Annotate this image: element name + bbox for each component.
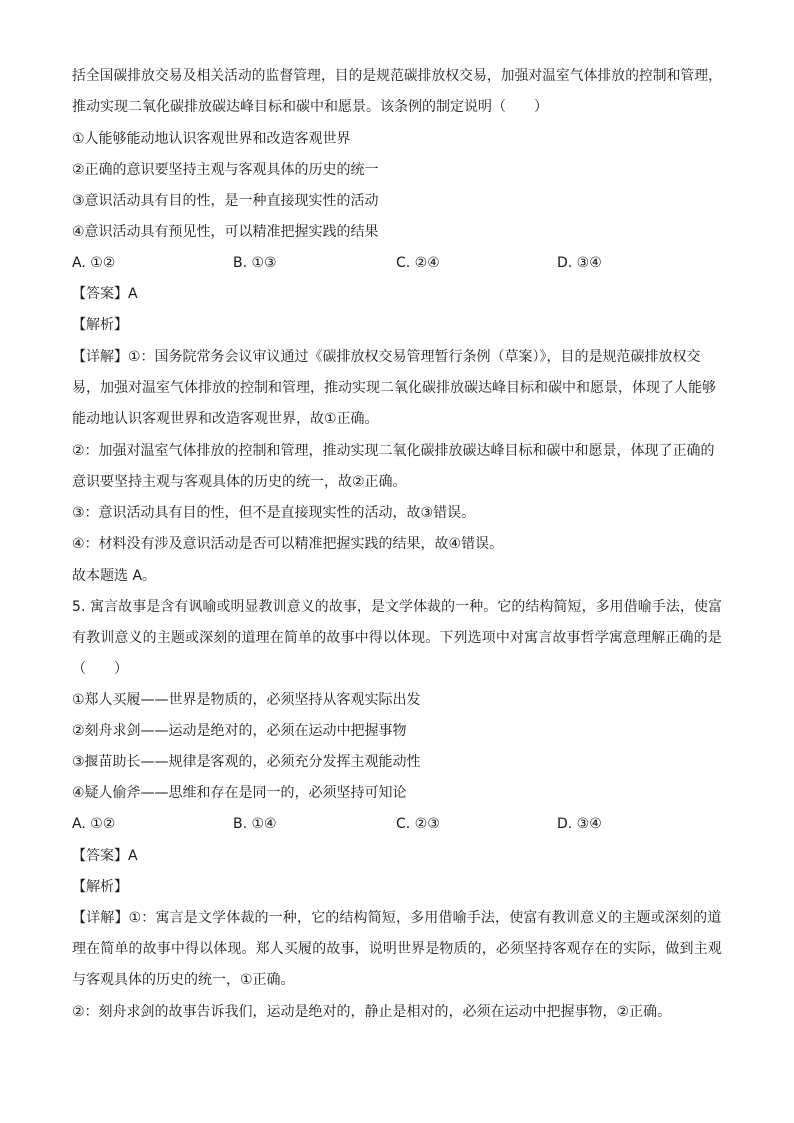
q5-option-d: D. ③④ xyxy=(557,816,602,832)
q5-item-2: ②刻舟求剑——运动是绝对的，必须在运动中把握事物 xyxy=(72,723,407,739)
q4-analysis-line-3: 能动地认识客观世界和改造客观世界，故①正确。 xyxy=(72,411,379,427)
q5-analysis-line-4: ②：刻舟求剑的故事告诉我们，运动是绝对的，静止是相对的，必须在运动中把握事物，②正确。 xyxy=(72,1004,672,1020)
q4-answer: 【答案】A xyxy=(72,286,138,302)
q5-analysis-line-1: 【详解】①：寓言是文学体裁的一种，它的结构简短，多用借喻手法，使富有教训意义的主题或深刻的道 xyxy=(72,910,722,926)
q4-analysis-line-8: 故本题选 A。 xyxy=(72,568,157,584)
q4-analysis-line-2: 易，加强对温室气体排放的控制和管理，推动实现二氧化碳排放碳达峰目标和碳中和愿景，体现了人能够 xyxy=(72,380,716,396)
q5-option-c: C. ②③ xyxy=(396,816,440,832)
q5-analysis-line-3: 与客观具体的历史的统一，①正确。 xyxy=(72,972,295,988)
q5-analysis-line-2: 理在简单的故事中得以体现。郑人买履的故事，说明世界是物质的，必须坚持客观存在的实际，做到主观 xyxy=(72,941,722,957)
q5-option-a: A. ①② xyxy=(72,816,116,832)
q4-analysis-line-5: 意识要坚持主观与客观具体的历史的统一，故②正确。 xyxy=(72,474,407,490)
q4-item-1: ①人能够能动地认识客观世界和改造客观世界 xyxy=(72,131,351,147)
q4-analysis-line-1: 【详解】①：国务院常务会议审议通过《碳排放权交易管理暂行条例（草案）》，目的是规范碳排放权交 xyxy=(72,349,701,365)
q5-item-3: ③揠苗助长——规律是客观的，必须充分发挥主观能动性 xyxy=(72,754,421,770)
q5-option-b: B. ①④ xyxy=(233,816,277,832)
q4-stem-line-1: 括全国碳排放交易及相关活动的监督管理，目的是规范碳排放权交易，加强对温室气体排放的控制和管理， xyxy=(72,68,723,84)
q5-answer: 【答案】A xyxy=(72,848,138,864)
q4-item-4: ④意识活动具有预见性，可以精准把握实践的结果 xyxy=(72,224,379,240)
q5-analysis-label: 【解析】 xyxy=(72,879,128,895)
q4-stem-line-2: 推动实现二氧化碳排放碳达峰目标和碳中和愿景。该条例的制定说明（ ） xyxy=(72,99,548,115)
q4-analysis-label: 【解析】 xyxy=(72,317,128,333)
q4-analysis-line-6: ③：意识活动具有目的性，但不是直接现实性的活动，故③错误。 xyxy=(72,505,476,521)
q5-stem-line-2: 有教训意义的主题或深刻的道理在简单的故事中得以体现。下列选项中对寓言故事哲学寓意理解正确的是 xyxy=(72,630,722,646)
q5-stem-line-3: （ ） xyxy=(72,661,128,677)
q4-option-d: D. ③④ xyxy=(557,255,602,271)
q4-analysis-line-4: ②：加强对温室气体排放的控制和管理，推动实现二氧化碳排放碳达峰目标和碳中和愿景，体现了正确的 xyxy=(72,443,715,459)
q5-stem-line-1: 5. 寓言故事是含有讽喻或明显教训意义的故事，是文学体裁的一种。它的结构简短，多用借喻手法，使富 xyxy=(72,599,723,615)
q4-option-a: A. ①② xyxy=(72,255,116,271)
q4-option-b: B. ①③ xyxy=(233,255,277,271)
q5-item-4: ④疑人偷斧——思维和存在是同一的，必须坚持可知论 xyxy=(72,785,407,801)
q4-option-c: C. ②④ xyxy=(396,255,440,271)
q5-item-1: ①郑人买履——世界是物质的，必须坚持从客观实际出发 xyxy=(72,692,421,708)
q4-item-2: ②正确的意识要坚持主观与客观具体的历史的统一 xyxy=(72,162,379,178)
q4-item-3: ③意识活动具有目的性，是一种直接现实性的活动 xyxy=(72,193,379,209)
q4-analysis-line-7: ④：材料没有涉及意识活动是否可以精准把握实践的结果，故④错误。 xyxy=(72,536,504,552)
